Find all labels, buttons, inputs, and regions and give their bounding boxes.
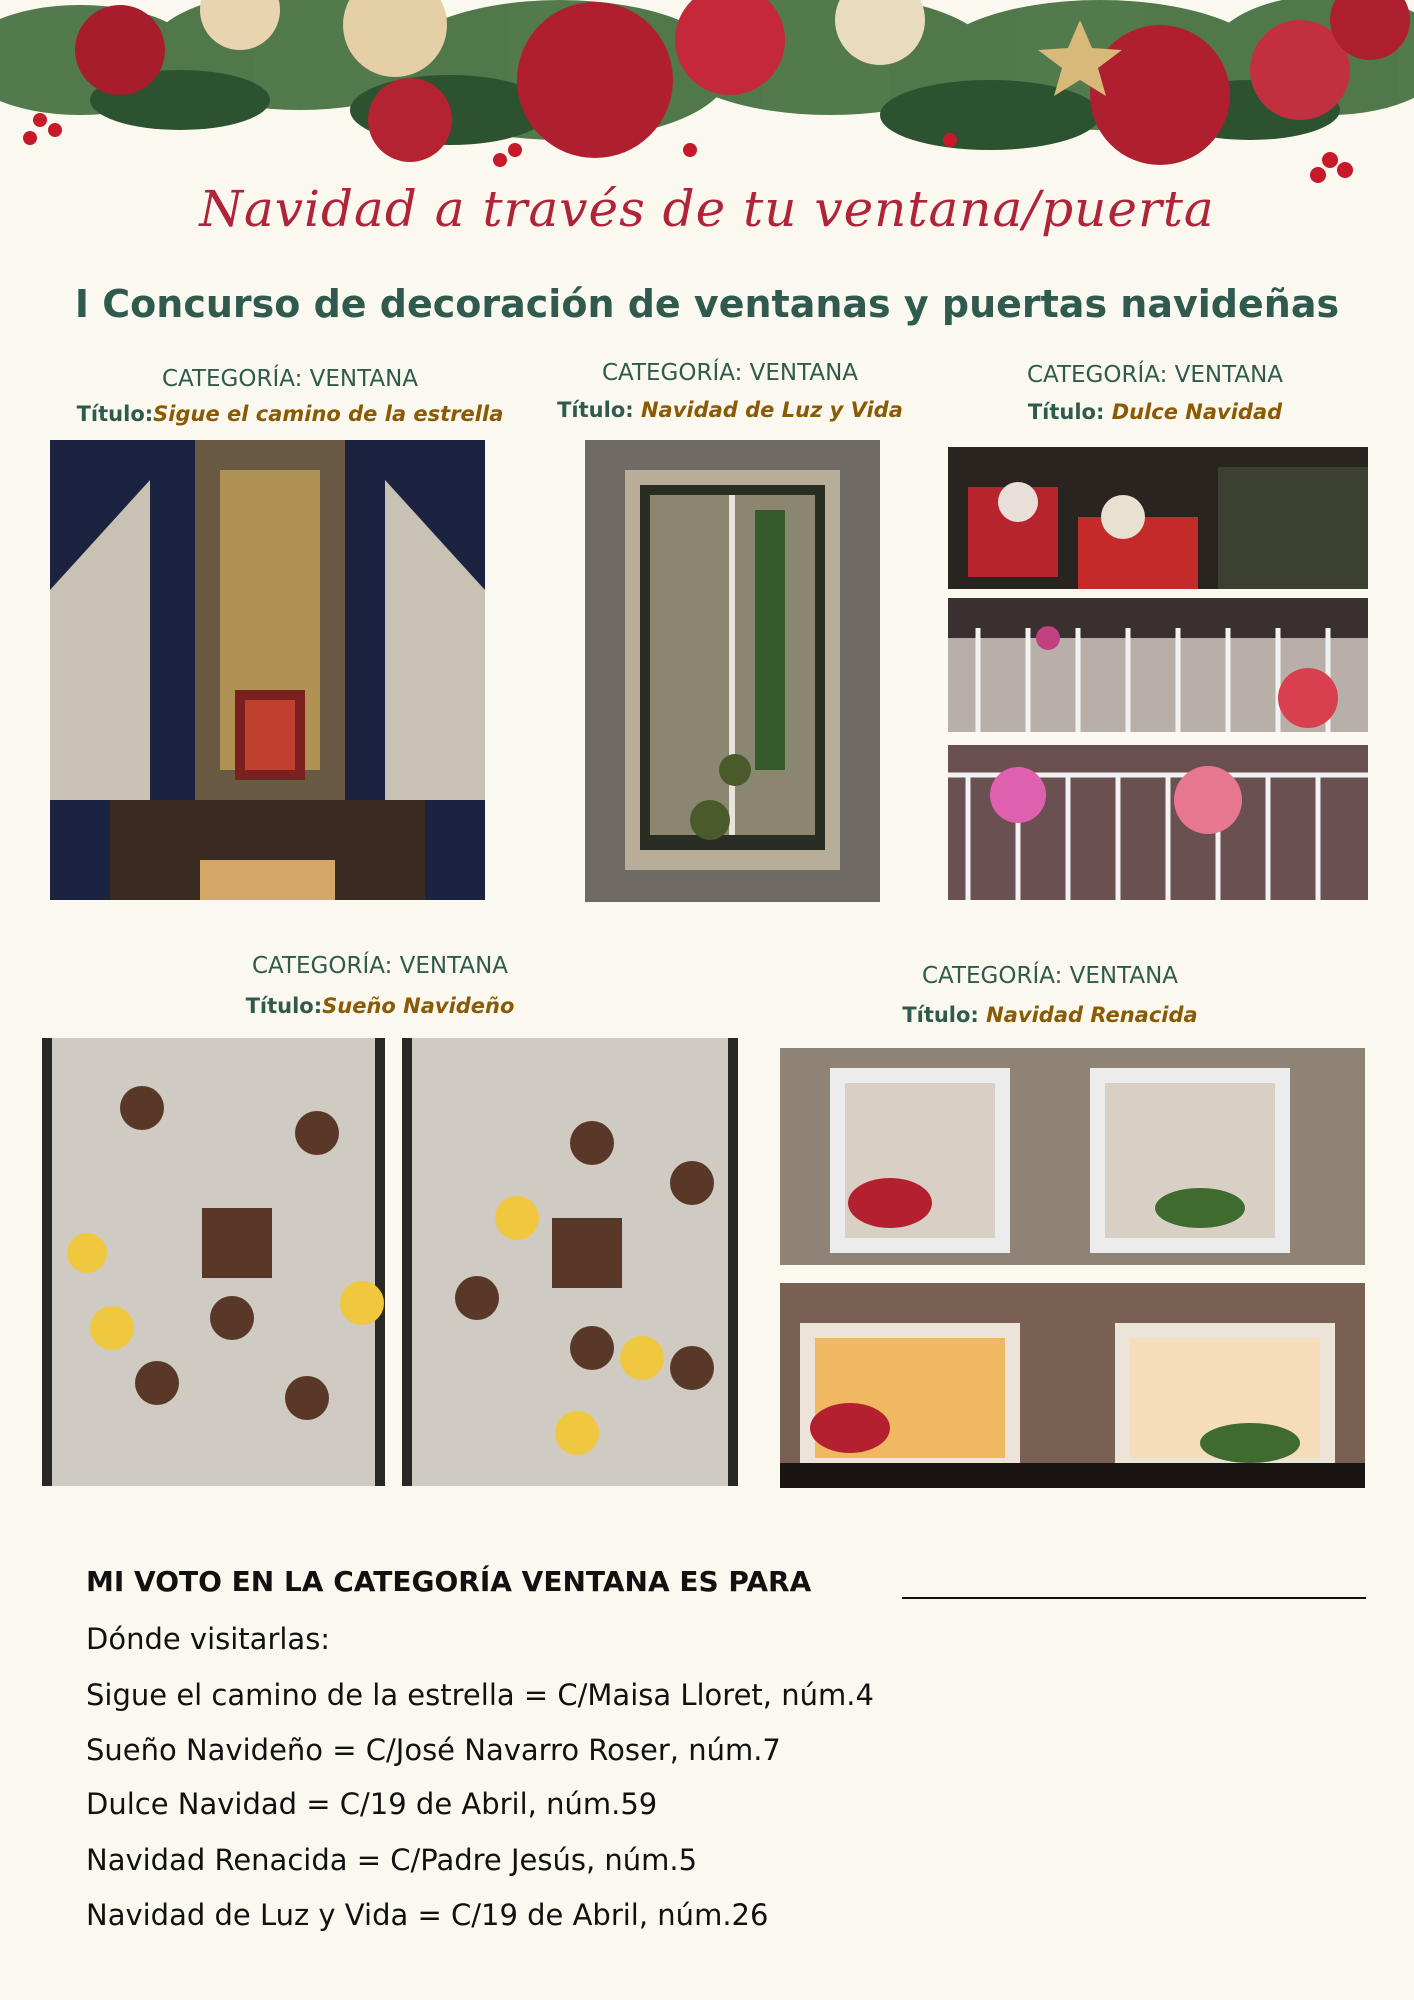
vote-blank-line[interactable]	[902, 1597, 1366, 1599]
vote-label: MI VOTO EN LA CATEGORÍA VENTANA ES PARA	[86, 1565, 812, 1598]
entry-1-category: CATEGORÍA: VENTANA	[161, 366, 419, 392]
visit-line-2: Sueño Navideño = C/José Navarro Roser, núm.7	[86, 1733, 781, 1767]
entry-1-photo	[50, 440, 485, 900]
entry-2-category: CATEGORÍA: VENTANA	[601, 360, 859, 386]
script-title: Navidad a través de tu ventana/puerta	[199, 180, 1215, 238]
entry-1-title-label: Título:	[76, 402, 154, 426]
entry-5-photo-1	[780, 1048, 1365, 1265]
visit-line-5: Navidad de Luz y Vida = C/19 de Abril, núm.26	[86, 1898, 769, 1932]
entry-3-title-value: Dulce Navidad	[1111, 400, 1283, 424]
entry-1-title	[60, 402, 520, 426]
entry-4-title-label: Título:	[245, 994, 323, 1018]
visit-line-3: Dulce Navidad = C/19 de Abril, núm.59	[86, 1787, 658, 1821]
entry-3-title-label: Título:	[1027, 400, 1105, 424]
entry-5-photo-2	[780, 1283, 1365, 1488]
entry-5-category: CATEGORÍA: VENTANA	[921, 963, 1179, 989]
entry-2-title	[500, 398, 960, 422]
entry-3-photo-3	[948, 745, 1368, 900]
visit-line-4: Navidad Renacida = C/Padre Jesús, núm.5	[86, 1843, 698, 1877]
page-title: I Concurso de decoración de ventanas y puertas navideñas	[74, 282, 1340, 326]
entry-4-title	[150, 994, 610, 1018]
entry-1-title-value: Sigue el camino de la estrella	[153, 402, 504, 426]
entry-3-photo-1	[948, 447, 1368, 589]
entry-5-title-label: Título:	[902, 1003, 979, 1027]
entry-3-category: CATEGORÍA: VENTANA	[1026, 362, 1284, 388]
entry-3-photo-2	[948, 598, 1368, 732]
entry-5-title-value: Navidad Renacida	[986, 1003, 1198, 1027]
visit-line-1: Sigue el camino de la estrella = C/Maisa Lloret, núm.4	[86, 1678, 874, 1712]
entry-2-title-label: Título:	[557, 398, 634, 422]
christmas-garland-image	[0, 0, 1414, 190]
entry-4-title-value: Sueño Navideño	[322, 994, 515, 1018]
entry-2-photo	[585, 440, 880, 902]
entry-4-photo-1	[42, 1038, 385, 1486]
visit-heading: Dónde visitarlas:	[86, 1622, 331, 1656]
entry-4-photo-2	[402, 1038, 738, 1486]
entry-4-category: CATEGORÍA: VENTANA	[251, 953, 509, 979]
entry-5-title	[820, 1003, 1280, 1027]
entry-2-title-value: Navidad de Luz y Vida	[640, 398, 903, 422]
entry-3-title	[925, 400, 1385, 424]
